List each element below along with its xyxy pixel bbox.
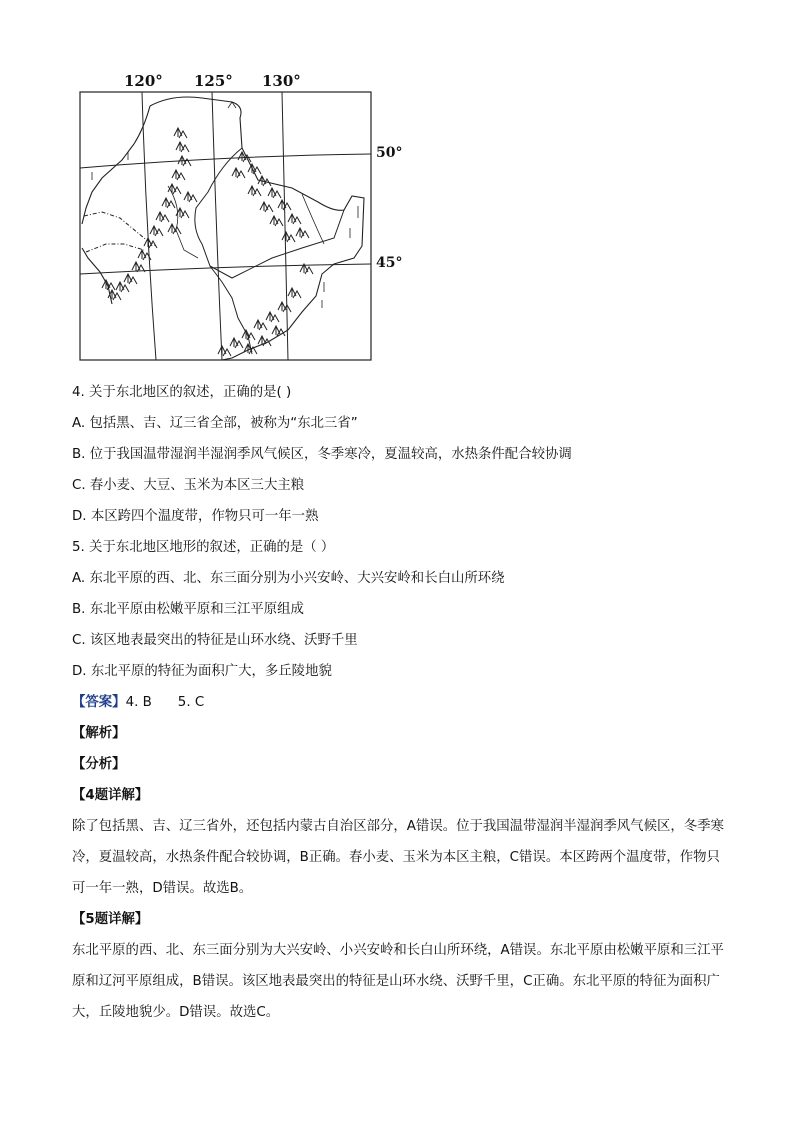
- lat-label-45: 45°: [376, 255, 403, 271]
- fenxi-label: 【分析】: [72, 757, 126, 772]
- lon-label-120: 120°: [124, 72, 163, 90]
- q4-option-a: A. 包括黑、吉、辽三省全部，被称为“东北三省”: [72, 416, 358, 431]
- question-content: [72, 377, 724, 1028]
- q5-option-b: B. 东北平原由松嫩平原和三江平原组成: [72, 602, 304, 617]
- region-border: [82, 97, 364, 360]
- detail4-text: 除了包括黑、吉、辽三省外，还包括内蒙古自治区部分，A错误。位于我国温带湿润半湿润季风气候区，冬季寒冷，夏温较高，水热条件配合较协调，B正确。春小麦、玉米为本区主粮，C错误。本区跨两个温度带，作物只可一年一熟，D错误。故选B。: [72, 819, 724, 896]
- province-border-dashed-2: [86, 244, 144, 252]
- q5-option-c: C. 该区地表最突出的特征是山环水绕、沃野千里: [72, 633, 358, 648]
- province-border-2: [210, 266, 252, 354]
- q5-option-a: A. 东北平原的西、北、东三面分别为小兴安岭、大兴安岭和长白山所环绕: [72, 571, 505, 586]
- northeast-china-map: [72, 68, 392, 368]
- analysis-label: 【解析】: [72, 726, 126, 741]
- river-2: [302, 194, 324, 244]
- answer-5: 5. C: [177, 695, 205, 710]
- detail5-text: 东北平原的西、北、东三面分别为大兴安岭、小兴安岭和长白山所环绕，A错误。东北平原由松嫩平原和三江平原和辽河平原组成，B错误。该区地表最突出的特征是山环水绕、沃野千里，C正确。东北平原的特征为面积广大，丘陵地貌少。D错误。故选C。: [72, 943, 724, 1020]
- lon-label-130: 130°: [262, 72, 301, 90]
- parallel-50: [80, 154, 371, 168]
- lat-label-50: 50°: [376, 145, 403, 161]
- map-frame: [80, 92, 371, 360]
- q4-option-d: D. 本区跨四个温度带，作物只可一年一熟: [72, 509, 319, 524]
- answer-line: [72, 687, 724, 718]
- mountain-symbols: [102, 128, 313, 356]
- answer-4: 4. B: [125, 695, 152, 710]
- detail4-label: 【4题详解】: [72, 788, 149, 803]
- meridian-125: [212, 92, 222, 360]
- marsh-marks: [92, 102, 358, 308]
- lon-label-125: 125°: [194, 72, 233, 90]
- q4-stem: 4. 关于东北地区的叙述，正确的是( ): [72, 385, 292, 400]
- q4-option-c: C. 春小麦、大豆、玉米为本区三大主粮: [72, 478, 305, 493]
- province-border-dashed-1: [84, 212, 156, 246]
- q4-option-b: B. 位于我国温带湿润半湿润季风气候区，冬季寒冷，夏温较高，水热条件配合较协调: [72, 447, 572, 462]
- q5-stem: 5. 关于东北地区地形的叙述，正确的是（ ）: [72, 540, 335, 555]
- q5-option-d: D. 东北平原的特征为面积广大，多丘陵地貌: [72, 664, 332, 679]
- answer-label: 【答案】: [72, 695, 126, 710]
- detail5-label: 【5题详解】: [72, 912, 149, 927]
- map-svg: [72, 68, 392, 368]
